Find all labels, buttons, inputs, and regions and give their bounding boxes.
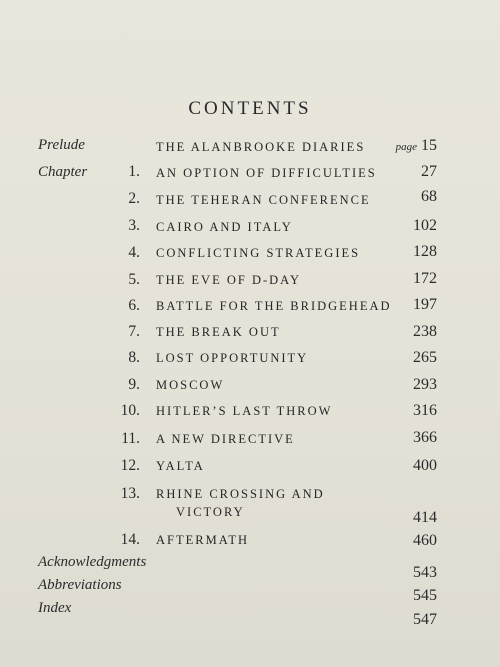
toc-entry-number: 13. <box>120 485 140 502</box>
toc-entry-title: CAIRO AND ITALY <box>156 220 293 234</box>
toc-entry-page: 366 <box>413 429 437 446</box>
toc-entry-title-continued: VICTORY <box>176 505 245 519</box>
index-label: Index <box>38 600 72 616</box>
toc-entry-page: 102 <box>413 217 437 234</box>
toc-entry-number: 7. <box>128 323 140 340</box>
contents-heading: CONTENTS <box>188 98 312 119</box>
toc-entry-title: CONFLICTING STRATEGIES <box>156 246 361 260</box>
index-page: 547 <box>413 611 437 628</box>
toc-entry-page: 293 <box>413 376 437 393</box>
toc-entry-title: LOST OPPORTUNITY <box>156 351 309 365</box>
toc-entry-page: 27 <box>421 163 437 180</box>
toc-entry-page: 128 <box>413 243 437 260</box>
toc-entry-title: AN OPTION OF DIFFICULTIES <box>156 166 377 180</box>
page-word: page <box>395 141 417 153</box>
toc-entry-page: 68 <box>421 188 437 205</box>
toc-entry-number: 11. <box>121 430 140 447</box>
toc-entry-number: 3. <box>128 217 140 234</box>
toc-entry-number: 12. <box>120 457 140 474</box>
toc-entry-title: THE ALANBROOKE DIARIES <box>156 140 366 154</box>
toc-entry-number: 5. <box>128 271 140 288</box>
toc-entry-title: THE TEHERAN CONFERENCE <box>156 193 371 207</box>
toc-entry-number: 2. <box>128 190 140 207</box>
toc-entry-page: 172 <box>413 270 437 287</box>
toc-entry-page-number: 15 <box>421 137 437 154</box>
toc-entry-page: 265 <box>413 349 437 366</box>
toc-entry-title: AFTERMATH <box>156 533 250 547</box>
toc-entry-title: BATTLE FOR THE BRIDGEHEAD <box>156 299 392 313</box>
toc-entry-number: 10. <box>120 402 140 419</box>
toc-entry-page <box>357 137 437 155</box>
abbreviations-label: Abbreviations <box>38 577 122 593</box>
toc-entry-page: 238 <box>413 323 437 340</box>
chapter-label: Chapter <box>38 164 88 180</box>
abbreviations-page: 545 <box>413 587 437 604</box>
toc-entry-title: A NEW DIRECTIVE <box>156 432 295 446</box>
acknowledgments-label: Acknowledgments <box>38 554 147 570</box>
toc-entry-title: RHINE CROSSING AND <box>156 487 325 501</box>
acknowledgments-page: 543 <box>413 564 437 581</box>
toc-entry-page: 460 <box>413 532 437 549</box>
toc-entry-page: 400 <box>413 457 437 474</box>
toc-entry-number: 1. <box>128 163 140 180</box>
prelude-label: Prelude <box>38 137 85 153</box>
toc-entry-title: MOSCOW <box>156 378 225 392</box>
toc-entry-page: 197 <box>413 296 437 313</box>
toc-entry-title: THE BREAK OUT <box>156 325 281 339</box>
toc-entry-title: YALTA <box>156 459 205 473</box>
toc-entry-page: 316 <box>413 402 437 419</box>
toc-entry-number: 9. <box>128 376 140 393</box>
toc-entry-number: 6. <box>128 297 140 314</box>
toc-entry-title: HITLER’S LAST THROW <box>156 404 333 418</box>
toc-entry-title: THE EVE OF D-DAY <box>156 273 302 287</box>
toc-entry-number: 14. <box>120 531 140 548</box>
toc-entry-number: 8. <box>128 349 140 366</box>
toc-entry-number: 4. <box>128 244 140 261</box>
toc-entry-page: 414 <box>413 509 437 526</box>
